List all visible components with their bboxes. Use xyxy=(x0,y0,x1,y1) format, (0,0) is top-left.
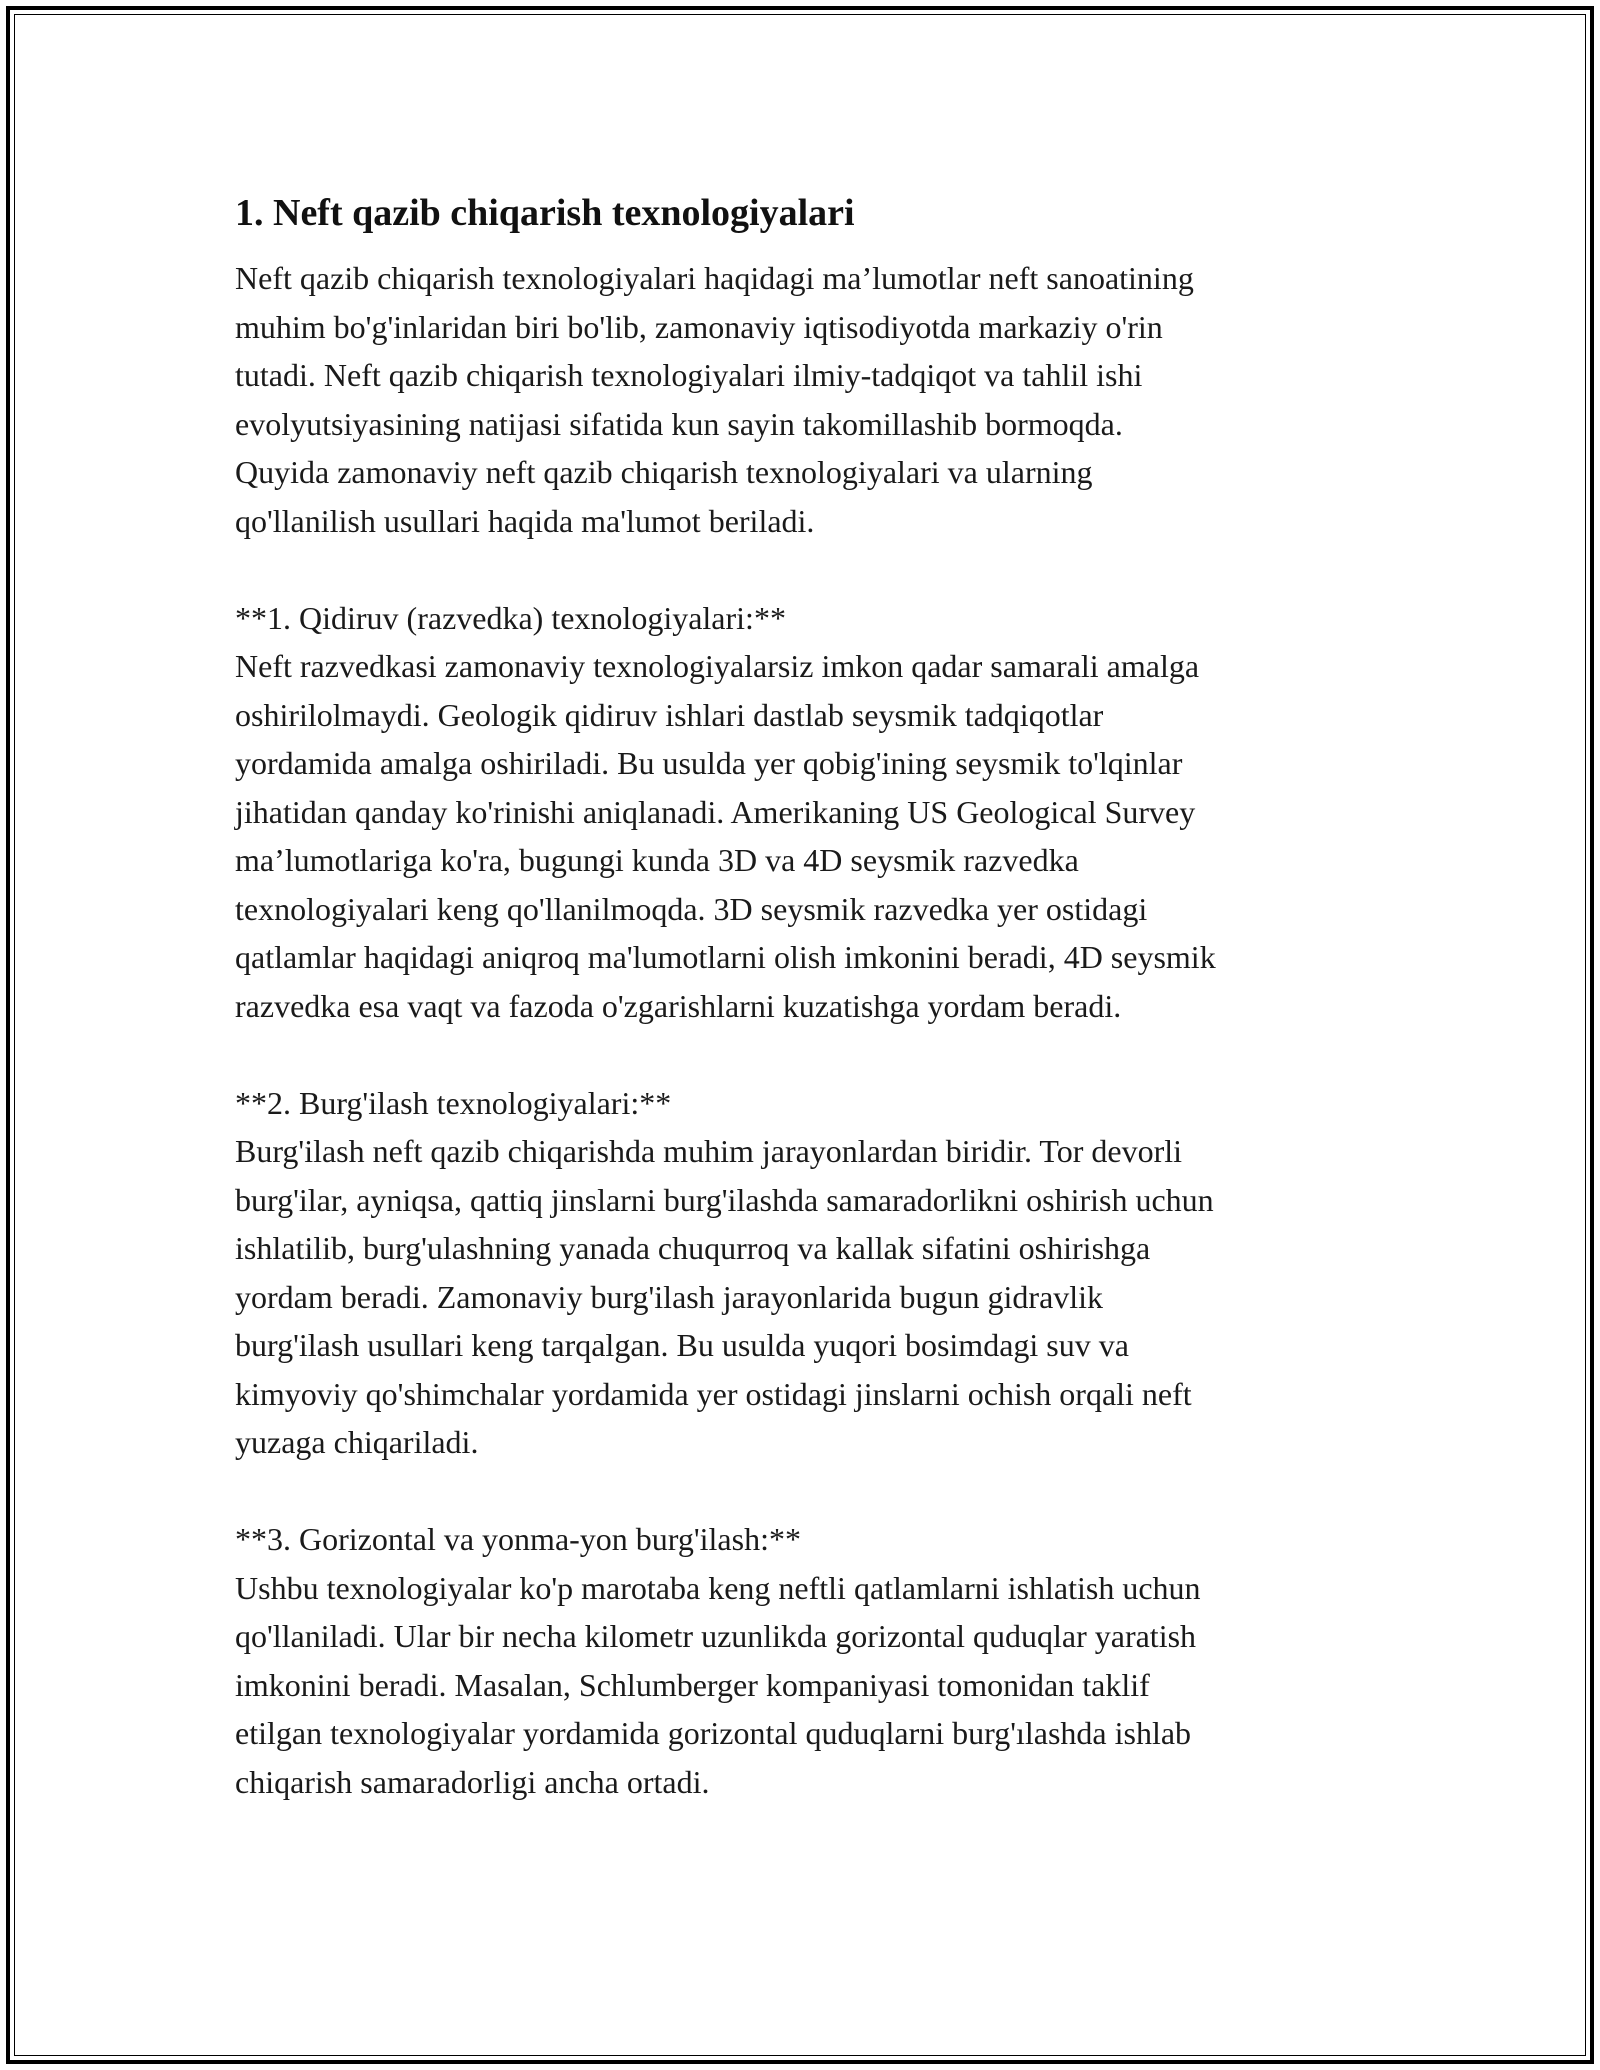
section-body-burgilash: Burg'ilash neft qazib chiqarishda muhim jarayonlardan biridir. Tor devorli burg'ilar, ayniqsa, qattiq jinslarni burg'ilashda samaradorlikni oshirish uchun ishlatilib, burg'ulashning yanada chuqurroq va kallak sifatini oshirishga yordam beradi. Zamonaviy burg'ilash jarayonlarida bugun gidravlik burg'ilash usullari keng tarqalgan. Bu usulda yuqori bosimdagi suv va kimyoviy qo'shimchalar yordamida yer ostidagi jinslarni ochish orqali neft yuzaga chiqariladi. xyxy=(235,1133,1214,1460)
section-body-qidiruv: Neft razvedkasi zamonaviy texnologiyalarsiz imkon qadar samarali amalga oshirilolmaydi. Geologik qidiruv ishlari dastlab seysmik tadqiqotlar yordamida amalga oshiriladi. Bu usulda yer qobig'ining seysmik to'lqinlar jihatidan qanday ko'rinishi aniqlanadi. Amerikaning US Geological Survey ma’lumotlariga ko'ra, bugungi kunda 3D va 4D seysmik razvedka texnologiyalari keng qo'llanilmoqda. 3D seysmik razvedka yer ostidagi qatlamlar haqidagi aniqroq ma'lumotlarni olish imkonini beradi, 4D seysmik razvedka esa vaqt va fazoda o'zgarishlarni kuzatishga yordam beradi. xyxy=(235,648,1216,1024)
paragraph-gap xyxy=(235,1467,1365,1516)
document-body xyxy=(235,182,1365,1806)
section-heading-gorizontal: **3. Gorizontal va yonma-yon burg'ilash:** xyxy=(235,1521,801,1557)
paragraph-gap xyxy=(235,545,1365,594)
paragraph-gap xyxy=(235,1030,1365,1079)
intro-paragraph: Neft qazib chiqarish texnologiyalari haqidagi ma’lumotlar neft sanoatining muhim bo'g'inlaridan biri bo'lib, zamonaviy iqtisodiyotda markaziy o'rin tutadi. Neft qazib chiqarish texnologiyalari ilmiy-tadqiqot va tahlil ishi evolyutsiyasining natijasi sifatida kun sayin takomillashib bormoqda. Quyida zamonaviy neft qazib chiqarish texnologiyalari va ularning qo'llanilish usullari haqida ma'lumot beriladi. xyxy=(235,260,1194,539)
section-heading-qidiruv: **1. Qidiruv (razvedka) texnologiyalari:** xyxy=(235,599,786,636)
section-body-gorizontal: Ushbu texnologiyalar ko'p marotaba keng neftli qatlamlarni ishlatish uchun qo'llaniladi. Ular bir necha kilometr uzunlikda gorizontal quduqlar yaratish imkonini beradi. Masalan, Schlumberger kompaniyasi tomonidan taklif etilgan texnologiyalar yordamida gorizontal quduqlarni burg'ılashda ishlab chiqarish samaradorligi ancha ortadi. xyxy=(235,1569,1201,1800)
document-title: 1. Neft qazib chiqarish texnologiyalari xyxy=(235,192,855,234)
section-heading-burgilash: **2. Burg'ilash texnologiyalari:** xyxy=(235,1084,672,1121)
